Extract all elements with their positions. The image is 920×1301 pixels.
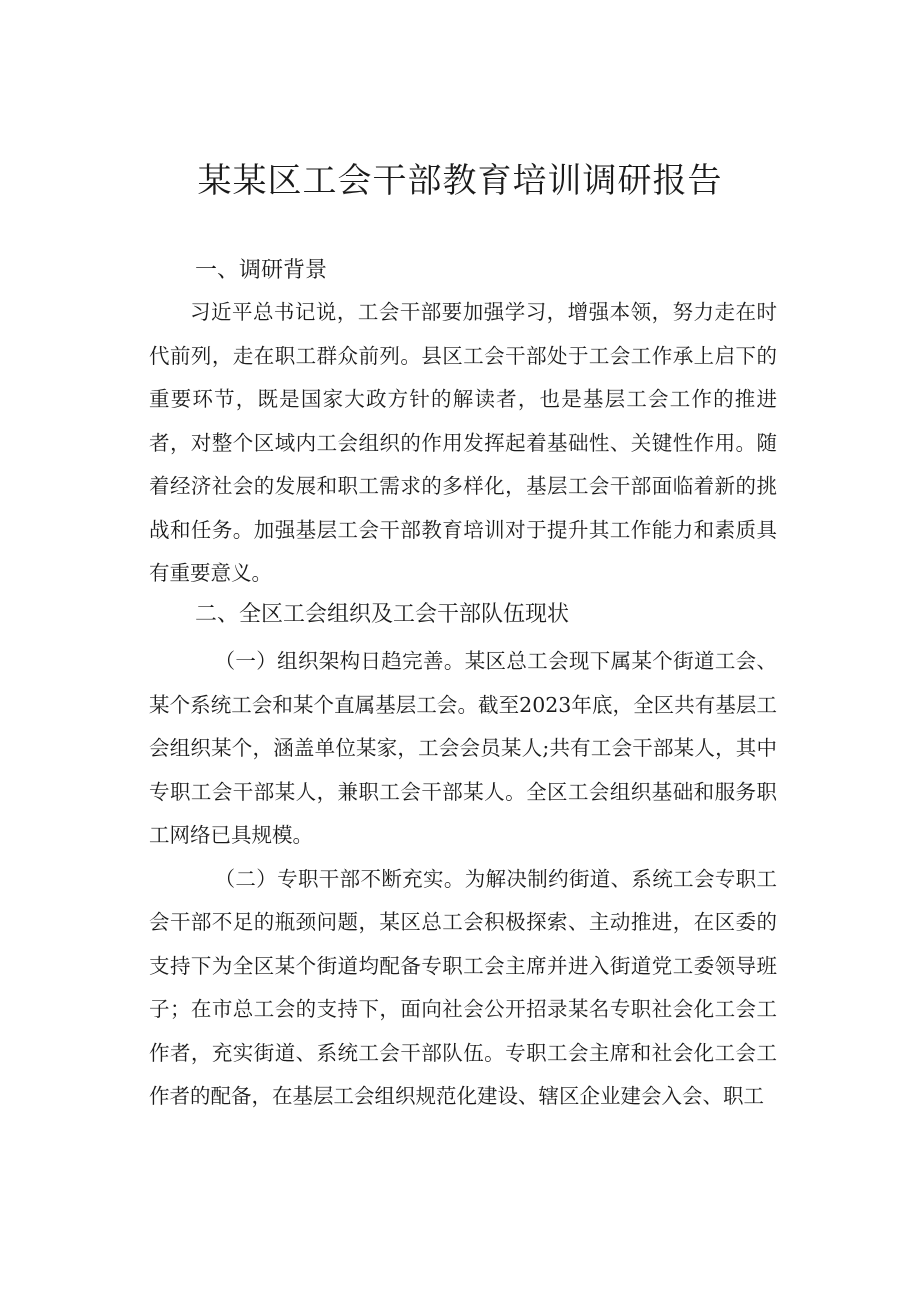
document-title: 某某区工会干部教育培训调研报告 [197,161,723,201]
section-heading-status: 二、全区工会组织及工会干部队伍现状 [195,602,570,627]
paragraph-background: 习近平总书记说，工会干部要加强学习，增强本领，努力走在时代前列，走在职工群众前列。县区工会干部处于工会工作承上启下的重要环节，既是国家大政方针的解读者，也是基层工会工作的推进者，对整个区域内工会组织的作用发挥起着基础性、关键性作用。随着经济社会的发展和职工需求的多样化，基层工会干部面临着新的挑战和任务。加强基层工会干部教育培训对于提升其工作能力和素质具有重要意义。 [149,300,777,585]
section-body-background [149,291,777,596]
section-heading-background: 一、调研背景 [195,258,328,283]
paragraph-full-time-cadres: （二）专职干部不断充实。为解决制约街道、系统工会专职工会干部不足的瓶颈问题，某区总工会积极探索、主动推进，在区委的支持下为全区某个街道均配备专职工会主席并进入街道党工委领导班子；在市总工会的支持下，面向社会公开招录某名专职社会化工会工作者，充实街道、系统工会干部队伍。专职工会主席和社会化工会工作者的配备，在基层工会组织规范化建设、辖区企业建会入会、职工 [149,866,777,1108]
paragraph-organization: （一）组织架构日趋完善。某区总工会现下属某个街道工会、某个系统工会和某个直属基层工会。截至2023年底，全区共有基层工会组织某个，涵盖单位某家，工会会员某人;共有工会干部某人，其中专职工会干部某人，兼职工会干部某人。全区工会组织基础和服务职工网络已具规模。 [149,649,777,847]
section-body-status [149,640,777,1119]
